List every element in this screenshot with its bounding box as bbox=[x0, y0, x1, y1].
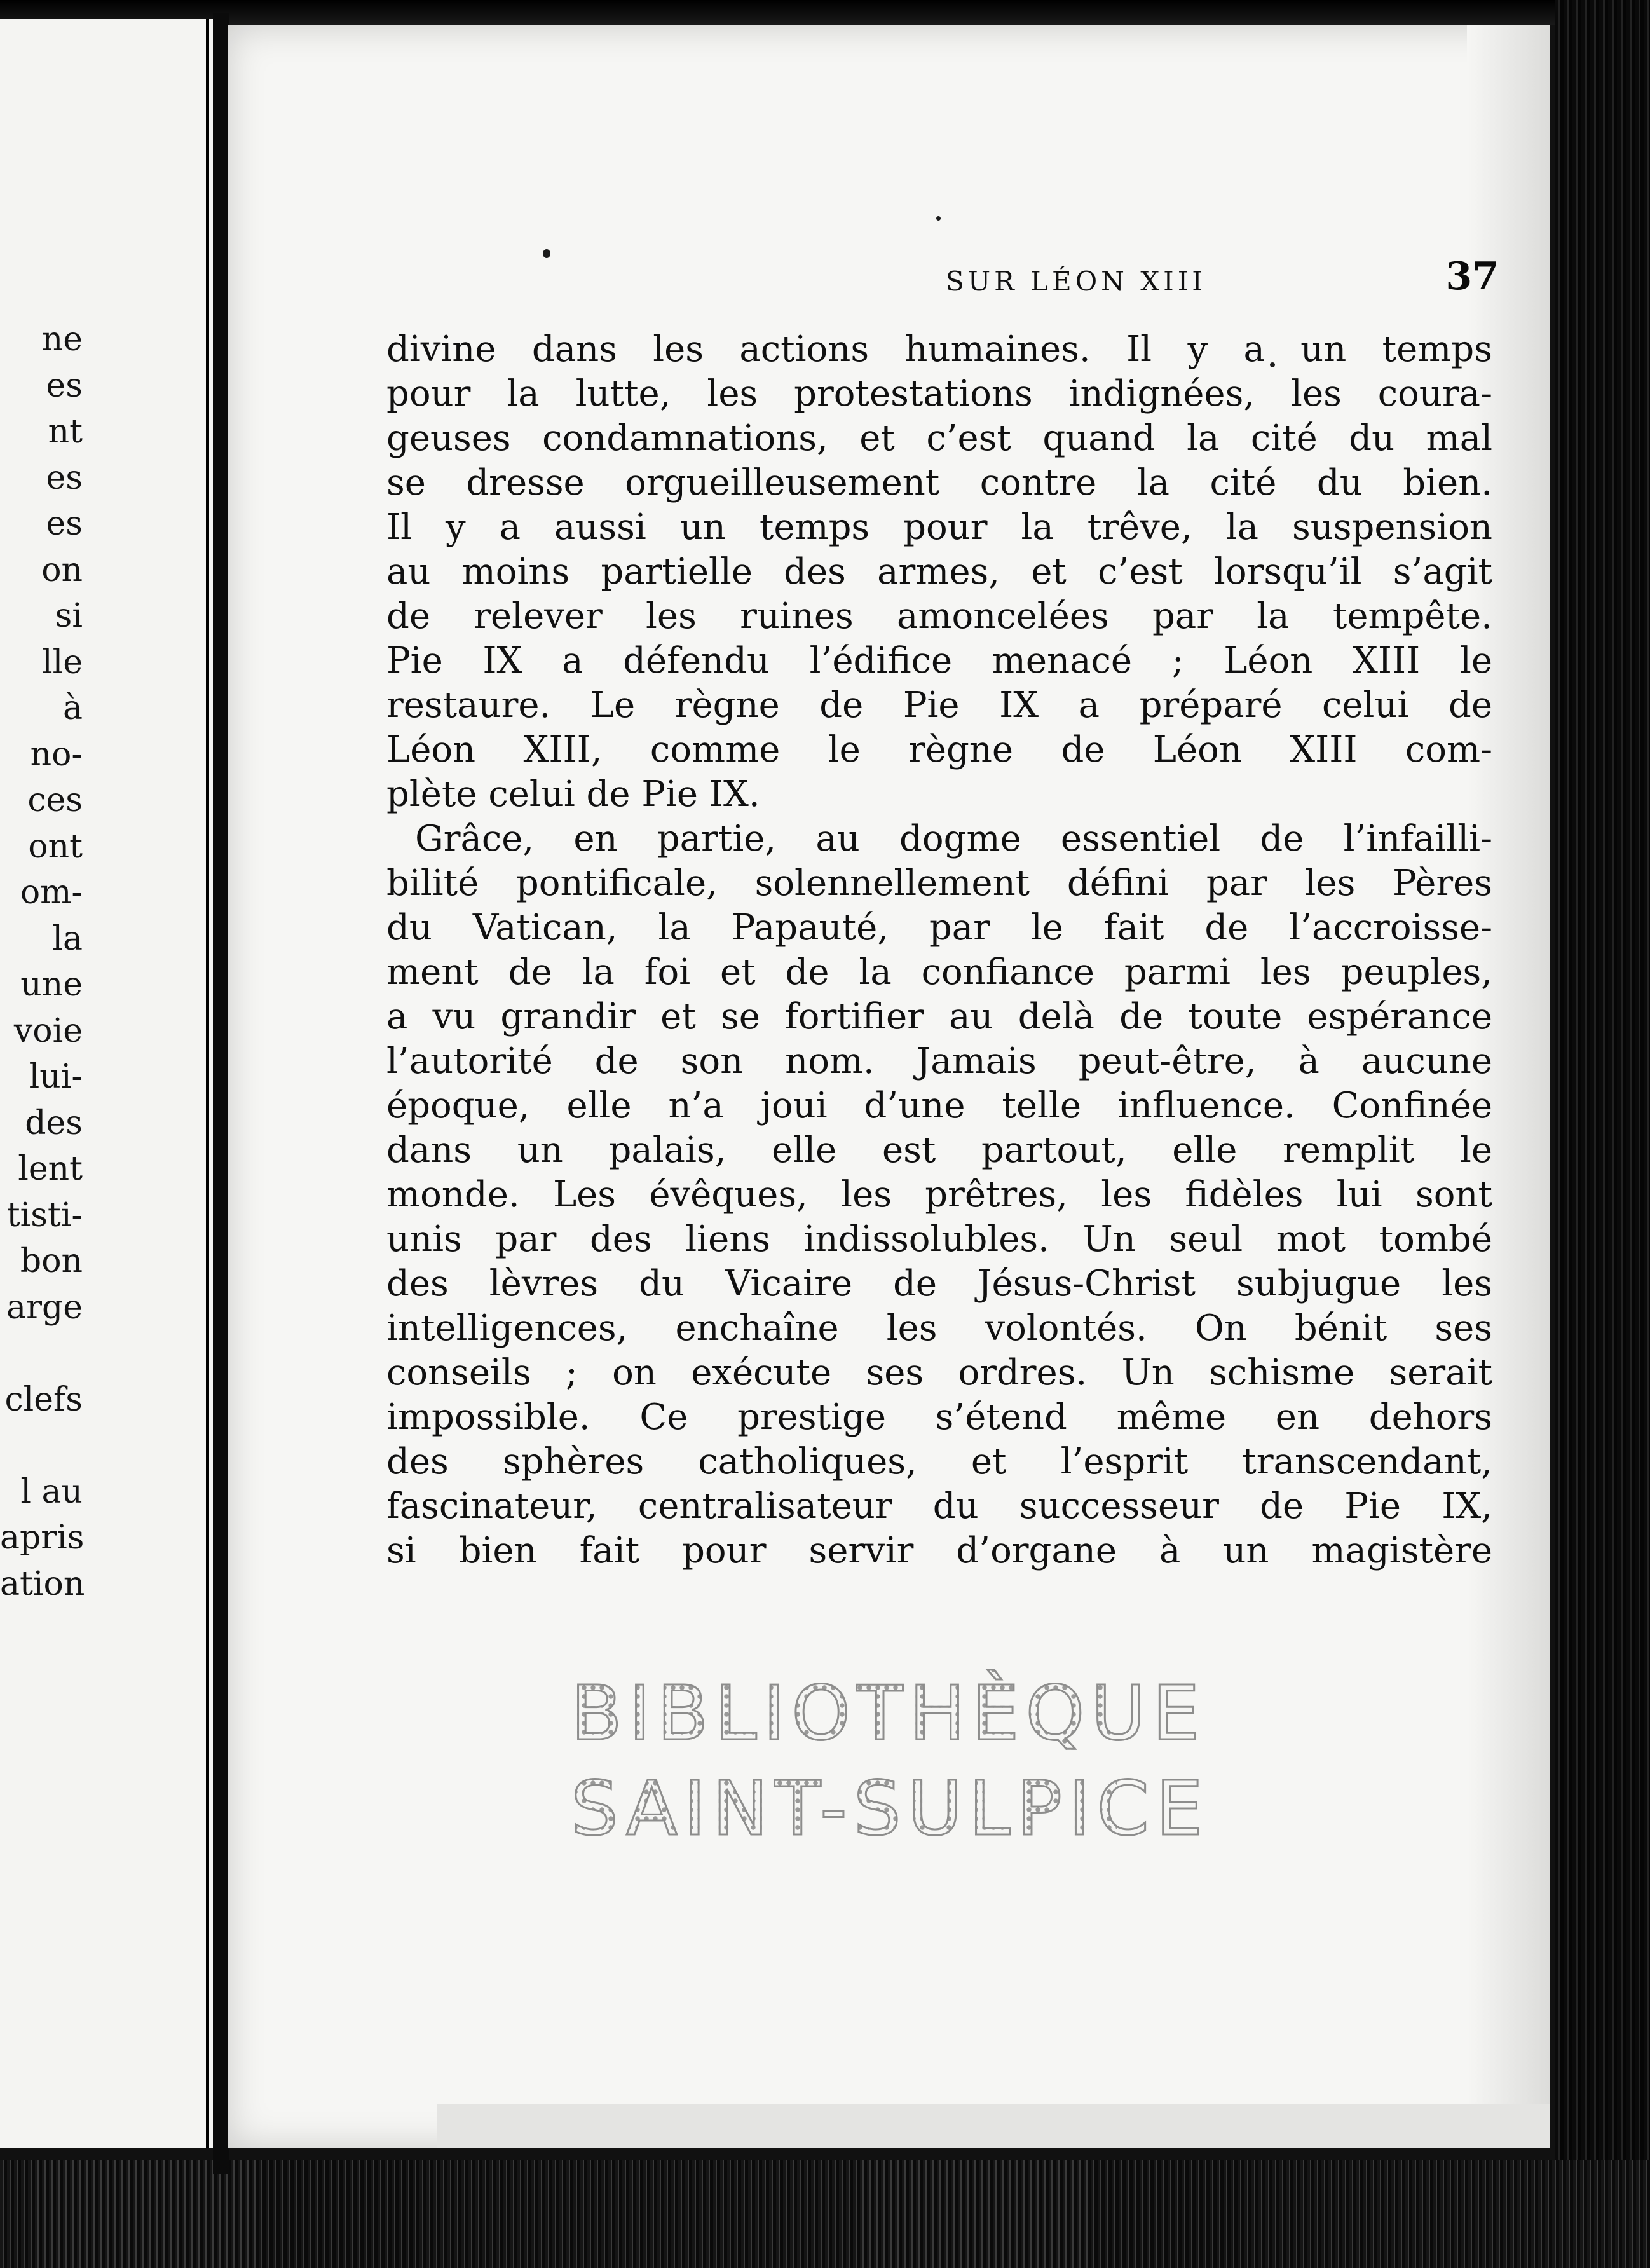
fragment-line: es bbox=[46, 505, 83, 543]
stamp-line-2: SAINT-SULPICE bbox=[571, 1761, 1117, 1856]
text-line: plète celui de Pie IX. bbox=[386, 774, 760, 815]
fragment-line: lle bbox=[41, 643, 83, 681]
page-number: 37 bbox=[1445, 254, 1499, 299]
fragment-line: si bbox=[55, 597, 83, 635]
fragment-line: arge bbox=[6, 1288, 83, 1327]
fragment-line: lui- bbox=[29, 1058, 83, 1096]
scan-background-bottom bbox=[0, 2160, 1650, 2268]
fragment-line: es bbox=[46, 366, 83, 405]
text-line: pour la lutte, les protestations indignées, les coura- bbox=[386, 373, 1492, 414]
fragment-line: ation bbox=[0, 1564, 85, 1603]
fragment-line bbox=[0, 1423, 83, 1469]
library-perforation-stamp bbox=[571, 1665, 1210, 1882]
binding-gutter bbox=[213, 13, 229, 2174]
text-line: de relever les ruines amoncelées par la tempête. bbox=[386, 596, 1492, 637]
text-line: divine dans les actions humaines. Il y a un temps bbox=[386, 329, 1492, 370]
fragment-line: lent bbox=[18, 1150, 83, 1188]
fragment-line: clefs bbox=[4, 1380, 83, 1419]
scan-background-top bbox=[0, 0, 1650, 25]
paragraph-start-line: Grâce, en partie, au dogme essentiel de l’infailli- bbox=[415, 818, 1492, 859]
body-text bbox=[386, 327, 1492, 1573]
text-line: Pie IX a défendu l’édifice menacé ; Léon XIII le bbox=[386, 640, 1492, 681]
text-line: Il y a aussi un temps pour la trêve, la suspension bbox=[386, 507, 1492, 548]
text-line: Léon XIII, comme le règne de Léon XIII com- bbox=[386, 729, 1492, 770]
page-37 bbox=[228, 25, 1550, 2148]
text-line: restaure. Le règne de Pie IX a préparé celui de bbox=[386, 685, 1492, 726]
scan-background-right bbox=[1555, 0, 1650, 2268]
text-line: a vu grandir et se fortifier au delà de toute espérance bbox=[386, 996, 1492, 1037]
text-line: époque, elle n’a joui d’une telle influence. Confinée bbox=[386, 1085, 1492, 1126]
text-line: unis par des liens indissolubles. Un seul mot tombé bbox=[386, 1219, 1492, 1260]
text-line: au moins partielle des armes, et c’est lorsqu’il s’agit bbox=[386, 551, 1492, 592]
text-line: du Vatican, la Papauté, par le fait de l’accroisse- bbox=[386, 907, 1492, 948]
fragment-line: apris bbox=[0, 1519, 85, 1557]
fragment-line: ont bbox=[28, 827, 83, 866]
fragment-line: om- bbox=[20, 873, 83, 912]
fragment-line: ne bbox=[41, 320, 83, 359]
text-line: monde. Les évêques, les prêtres, les fidèles lui sont bbox=[386, 1174, 1492, 1215]
text-line: dans un palais, elle est partout, elle remplit le bbox=[386, 1130, 1492, 1171]
fragment-line: voie bbox=[13, 1011, 83, 1050]
running-title: SUR LÉON XIII bbox=[946, 266, 1206, 297]
fragment-line: tisti- bbox=[6, 1196, 83, 1234]
page-bottom-edge bbox=[437, 2104, 1550, 2148]
text-line: des lèvres du Vicaire de Jésus-Christ subjugue les bbox=[386, 1263, 1492, 1304]
fragment-line: la bbox=[52, 919, 83, 958]
fragment-line: bon bbox=[20, 1242, 83, 1280]
previous-page-edge bbox=[0, 19, 215, 2148]
ink-speck bbox=[543, 249, 550, 258]
text-line: si bien fait pour servir d’organe à un magistère bbox=[386, 1530, 1492, 1571]
text-line: conseils ; on exécute ses ordres. Un schisme serait bbox=[386, 1352, 1492, 1393]
previous-page-text-fragments bbox=[0, 317, 83, 1607]
running-head bbox=[711, 254, 1499, 311]
fragment-line: es bbox=[46, 458, 83, 497]
text-line: fascinateur, centralisateur du successeur de Pie IX, bbox=[386, 1486, 1492, 1527]
gutter-line bbox=[206, 19, 209, 2148]
ink-speck bbox=[936, 216, 941, 221]
text-line: ment de la foi et de la confiance parmi les peuples, bbox=[386, 952, 1492, 993]
fragment-line: on bbox=[41, 550, 83, 589]
text-line: bilité pontificale, solennellement défini par les Pères bbox=[386, 863, 1492, 904]
text-line: l’autorité de son nom. Jamais peut-être, à aucune bbox=[386, 1041, 1492, 1082]
fragment-line: l au bbox=[20, 1472, 83, 1511]
fragment-line: no- bbox=[30, 735, 83, 774]
text-line: geuses condamnations, et c’est quand la cité du mal bbox=[386, 418, 1492, 459]
text-line: impossible. Ce prestige s’étend même en dehors bbox=[386, 1397, 1492, 1438]
fragment-line: à bbox=[62, 689, 83, 727]
text-line: intelligences, enchaîne les volontés. On bénit ses bbox=[386, 1308, 1492, 1349]
fragment-line: ces bbox=[27, 781, 83, 819]
text-line: des sphères catholiques, et l’esprit transcendant, bbox=[386, 1441, 1492, 1482]
stamp-line-1: BIBLIOTHÈQUE bbox=[571, 1665, 1117, 1761]
text-line: se dresse orgueilleusement contre la cité du bien. bbox=[386, 462, 1492, 503]
fragment-line: une bbox=[20, 966, 83, 1004]
fragment-line: des bbox=[25, 1103, 83, 1142]
fragment-line bbox=[0, 1330, 83, 1377]
fragment-line: nt bbox=[48, 413, 83, 451]
